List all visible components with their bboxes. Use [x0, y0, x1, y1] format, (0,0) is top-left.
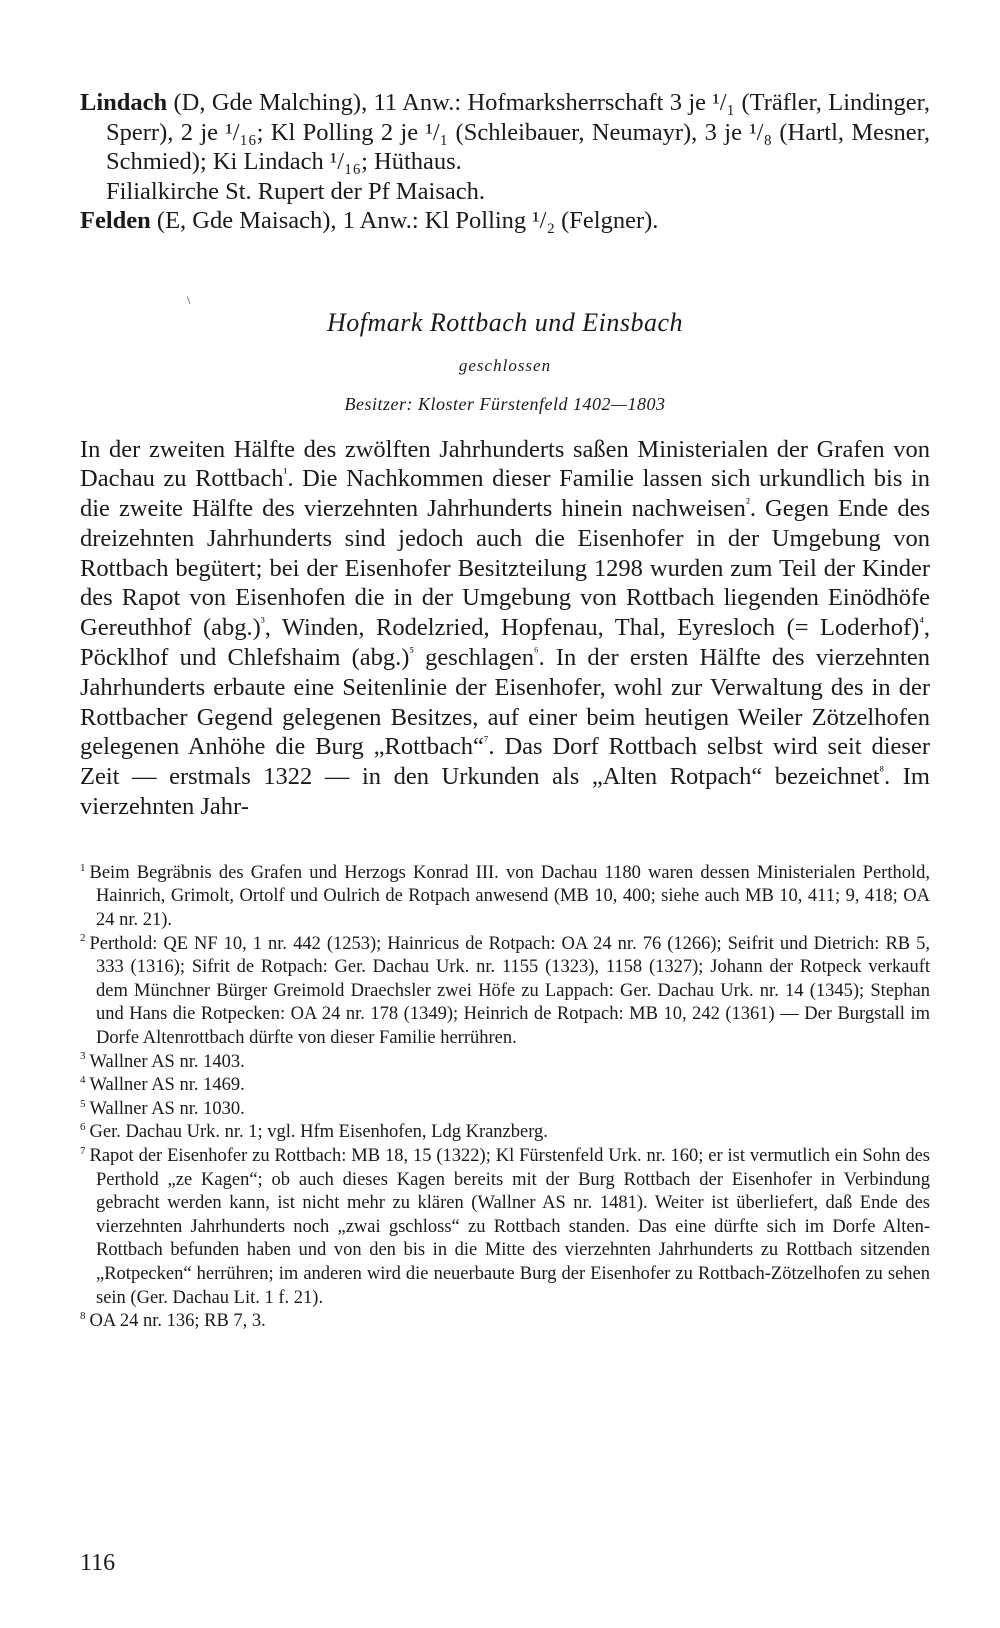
- footnote-number: 4: [80, 1074, 86, 1087]
- footnote-text: OA 24 nr. 136; RB 7, 3.: [89, 1311, 266, 1332]
- footnote-1: [80, 862, 930, 933]
- footnote-text: Rapot der Eisenhofer zu Rottbach: MB 18, 15 (1322); Kl Fürstenfeld Urk. nr. 160; er ist vermutlich ein Sohn des Perthold „ze Kagen“; ob auch dieses Kagen bereits mit der Burg Rottbach der Eisenhofer in Verbindung gebracht werden kann, ist nicht mehr zu klären (Wallner AS nr. 1481). Weiter ist überliefert, daß Ende des vierzehnten Jahrhunderts noch „zwai gschloss“ zu Rottbach standen. Das eine dürfte sich im Dorfe Alten-Rottbach befunden haben und von den bis in die Mitte des vierzehnten Jahrhunderts zu Rottbach sitzenden „Rotpecken“ herrühren; im anderen wird die neuerbaute Burg der Eisenhofer zu Rottbach-Zötzelhofen zu sehen sein (Ger. Dachau Lit. 1 f. 21).: [89, 1145, 930, 1308]
- entry-text: (D, Gde Malching), 11 Anw.: Hofmarksherrschaft 3 je ¹/₁ (Träfler, Lindinger, Sperr), 2 je ¹/₁₆; Kl Polling 2 je ¹/₁ (Schleibauer, Neumayr), 3 je ¹/₈ (Hartl, Mesner, Schmied); Ki Lindach ¹/₁₆; Hüthaus.: [106, 89, 930, 175]
- footnote-5: [80, 1098, 930, 1122]
- document-page: [80, 88, 930, 1334]
- footnote-text: Ger. Dachau Urk. nr. 1; vgl. Hfm Eisenhofen, Ldg Kranzberg.: [89, 1122, 548, 1143]
- footnote-3: [80, 1051, 930, 1075]
- footnote-number: 7: [80, 1144, 86, 1157]
- footnotes: [80, 862, 930, 1334]
- footnote-text: Wallner AS nr. 1030.: [89, 1098, 245, 1119]
- footnote-number: 3: [80, 1050, 86, 1063]
- body-text: . In der ersten Hälfte des vierzehnten Jahrhunderts erbaute eine Seitenlinie der Eisenhofer, wohl zur Verwaltung des in der Rottbacher Gegend gelegenen Besitzes, auf einer beim heutigen Weiler Zötzelhofen gelegenen Anhöhe die Burg „Rottbach“: [80, 644, 930, 761]
- footnote-text: Beim Begräbnis des Grafen und Herzogs Konrad III. von Dachau 1180 waren dessen Ministerialen Perthold, Hainrich, Grimolt, Ortolf und Oulrich de Rotpach anwesend (MB 10, 400; siehe auch MB 10, 411; 9, 418; OA 24 nr. 21).: [89, 862, 930, 931]
- body-text: . Gegen Ende des dreizehnten Jahrhunderts sind jedoch auch die Eisenhofer in der Umgebung von Rottbach begütert; bei der Eisenhofer Besitzteilung 1298 wurden zum Teil der Kinder des Rapot von Eisenhofen die in der Umgebung von Rottbach liegenden Einödhöfe Gereuthhof (abg.): [80, 495, 930, 642]
- body-text: In der zweiten Hälfte des zwölften Jahrhunderts saßen Ministerialen der Grafen von Dachau zu Rottbach: [80, 435, 930, 493]
- footnote-number: 1: [80, 861, 86, 874]
- footnote-7: [80, 1145, 930, 1310]
- place-name: Felden: [80, 207, 151, 234]
- footnote-number: 8: [80, 1309, 86, 1322]
- footnote-number: 5: [80, 1097, 86, 1110]
- footnote-ref-6: ⁶: [534, 643, 539, 659]
- entry-lindach: [80, 88, 930, 177]
- section-owner: Besitzer: Kloster Fürstenfeld 1402—1803: [344, 393, 666, 414]
- footnote-6: [80, 1121, 930, 1145]
- footnote-8: [80, 1310, 930, 1334]
- body-text: . Das Dorf Rottbach selbst wird seit dieser Zeit — erstmals 1322 — in den Urkunden als „Alten Rotpach“ bezeichnet: [80, 733, 930, 791]
- body-text: . Die Nachkommen dieser Familie lassen sich urkundlich bis in die zweite Hälfte des vierzehnten Jahrhunderts hinein nachweisen: [80, 465, 930, 523]
- footnote-ref-1: ¹: [283, 465, 288, 481]
- footnote-4: [80, 1074, 930, 1098]
- body-text: . Im vierzehnten Jahr-: [80, 763, 930, 821]
- stray-mark: \: [187, 293, 191, 307]
- page-number: 116: [80, 1550, 116, 1576]
- entry-text: (E, Gde Maisach), 1 Anw.: Kl Polling ¹/₂ (Felgner).: [150, 207, 659, 234]
- footnote-ref-7: ⁷: [483, 733, 489, 749]
- footnote-2: [80, 933, 930, 1051]
- footnote-ref-3: ³: [260, 614, 265, 630]
- footnote-number: 2: [80, 932, 86, 945]
- footnote-text: Wallner AS nr. 1469.: [89, 1075, 245, 1096]
- section-title: Hofmark Rottbach und Einsbach: [326, 307, 684, 337]
- footnote-ref-4: ⁴: [919, 614, 924, 630]
- body-text: , Winden, Rodelzried, Hopfenau, Thal, Eyresloch (= Loderhof): [264, 614, 920, 642]
- entry-filialkirche: [80, 177, 930, 207]
- entry-text: Filialkirche St. Rupert der Pf Maisach.: [106, 177, 485, 205]
- footnote-ref-2: ²: [745, 494, 750, 510]
- footnote-text: Perthold: QE NF 10, 1 nr. 442 (1253); Hainricus de Rotpach: OA 24 nr. 76 (1266); Seifrit und Dietrich: RB 5, 333 (1316); Sifrit de Rotpach: Ger. Dachau Urk. nr. 1155 (1323), 1158 (1327); Johann der Rotpeck verkauft dem Münchner Bürger Greimold Draechsler zwei Höfe zu Lappach: Ger. Dachau Urk. nr. 14 (1345); Stephan und Hans die Rotpecken: OA 24 nr. 178 (1349); Heinrich de Rotpach: MB 10, 242 (1361) — Der Burgstall im Dorfe Altenrottbach dürfte von dieser Familie herrühren.: [89, 933, 930, 1049]
- body-text: geschlagen: [414, 644, 535, 672]
- section-subtitle: geschlossen: [458, 355, 552, 375]
- entry-felden: [80, 206, 930, 236]
- body-text: , Pöcklhof und Chlefshaim (abg.): [80, 614, 930, 672]
- body-paragraph: [80, 435, 930, 822]
- place-name: Lindach: [80, 89, 168, 116]
- footnote-ref-8: ⁸: [879, 763, 885, 779]
- footnote-ref-5: ⁵: [409, 643, 415, 659]
- footnote-number: 6: [80, 1121, 86, 1134]
- footnote-text: Wallner AS nr. 1403.: [89, 1051, 245, 1072]
